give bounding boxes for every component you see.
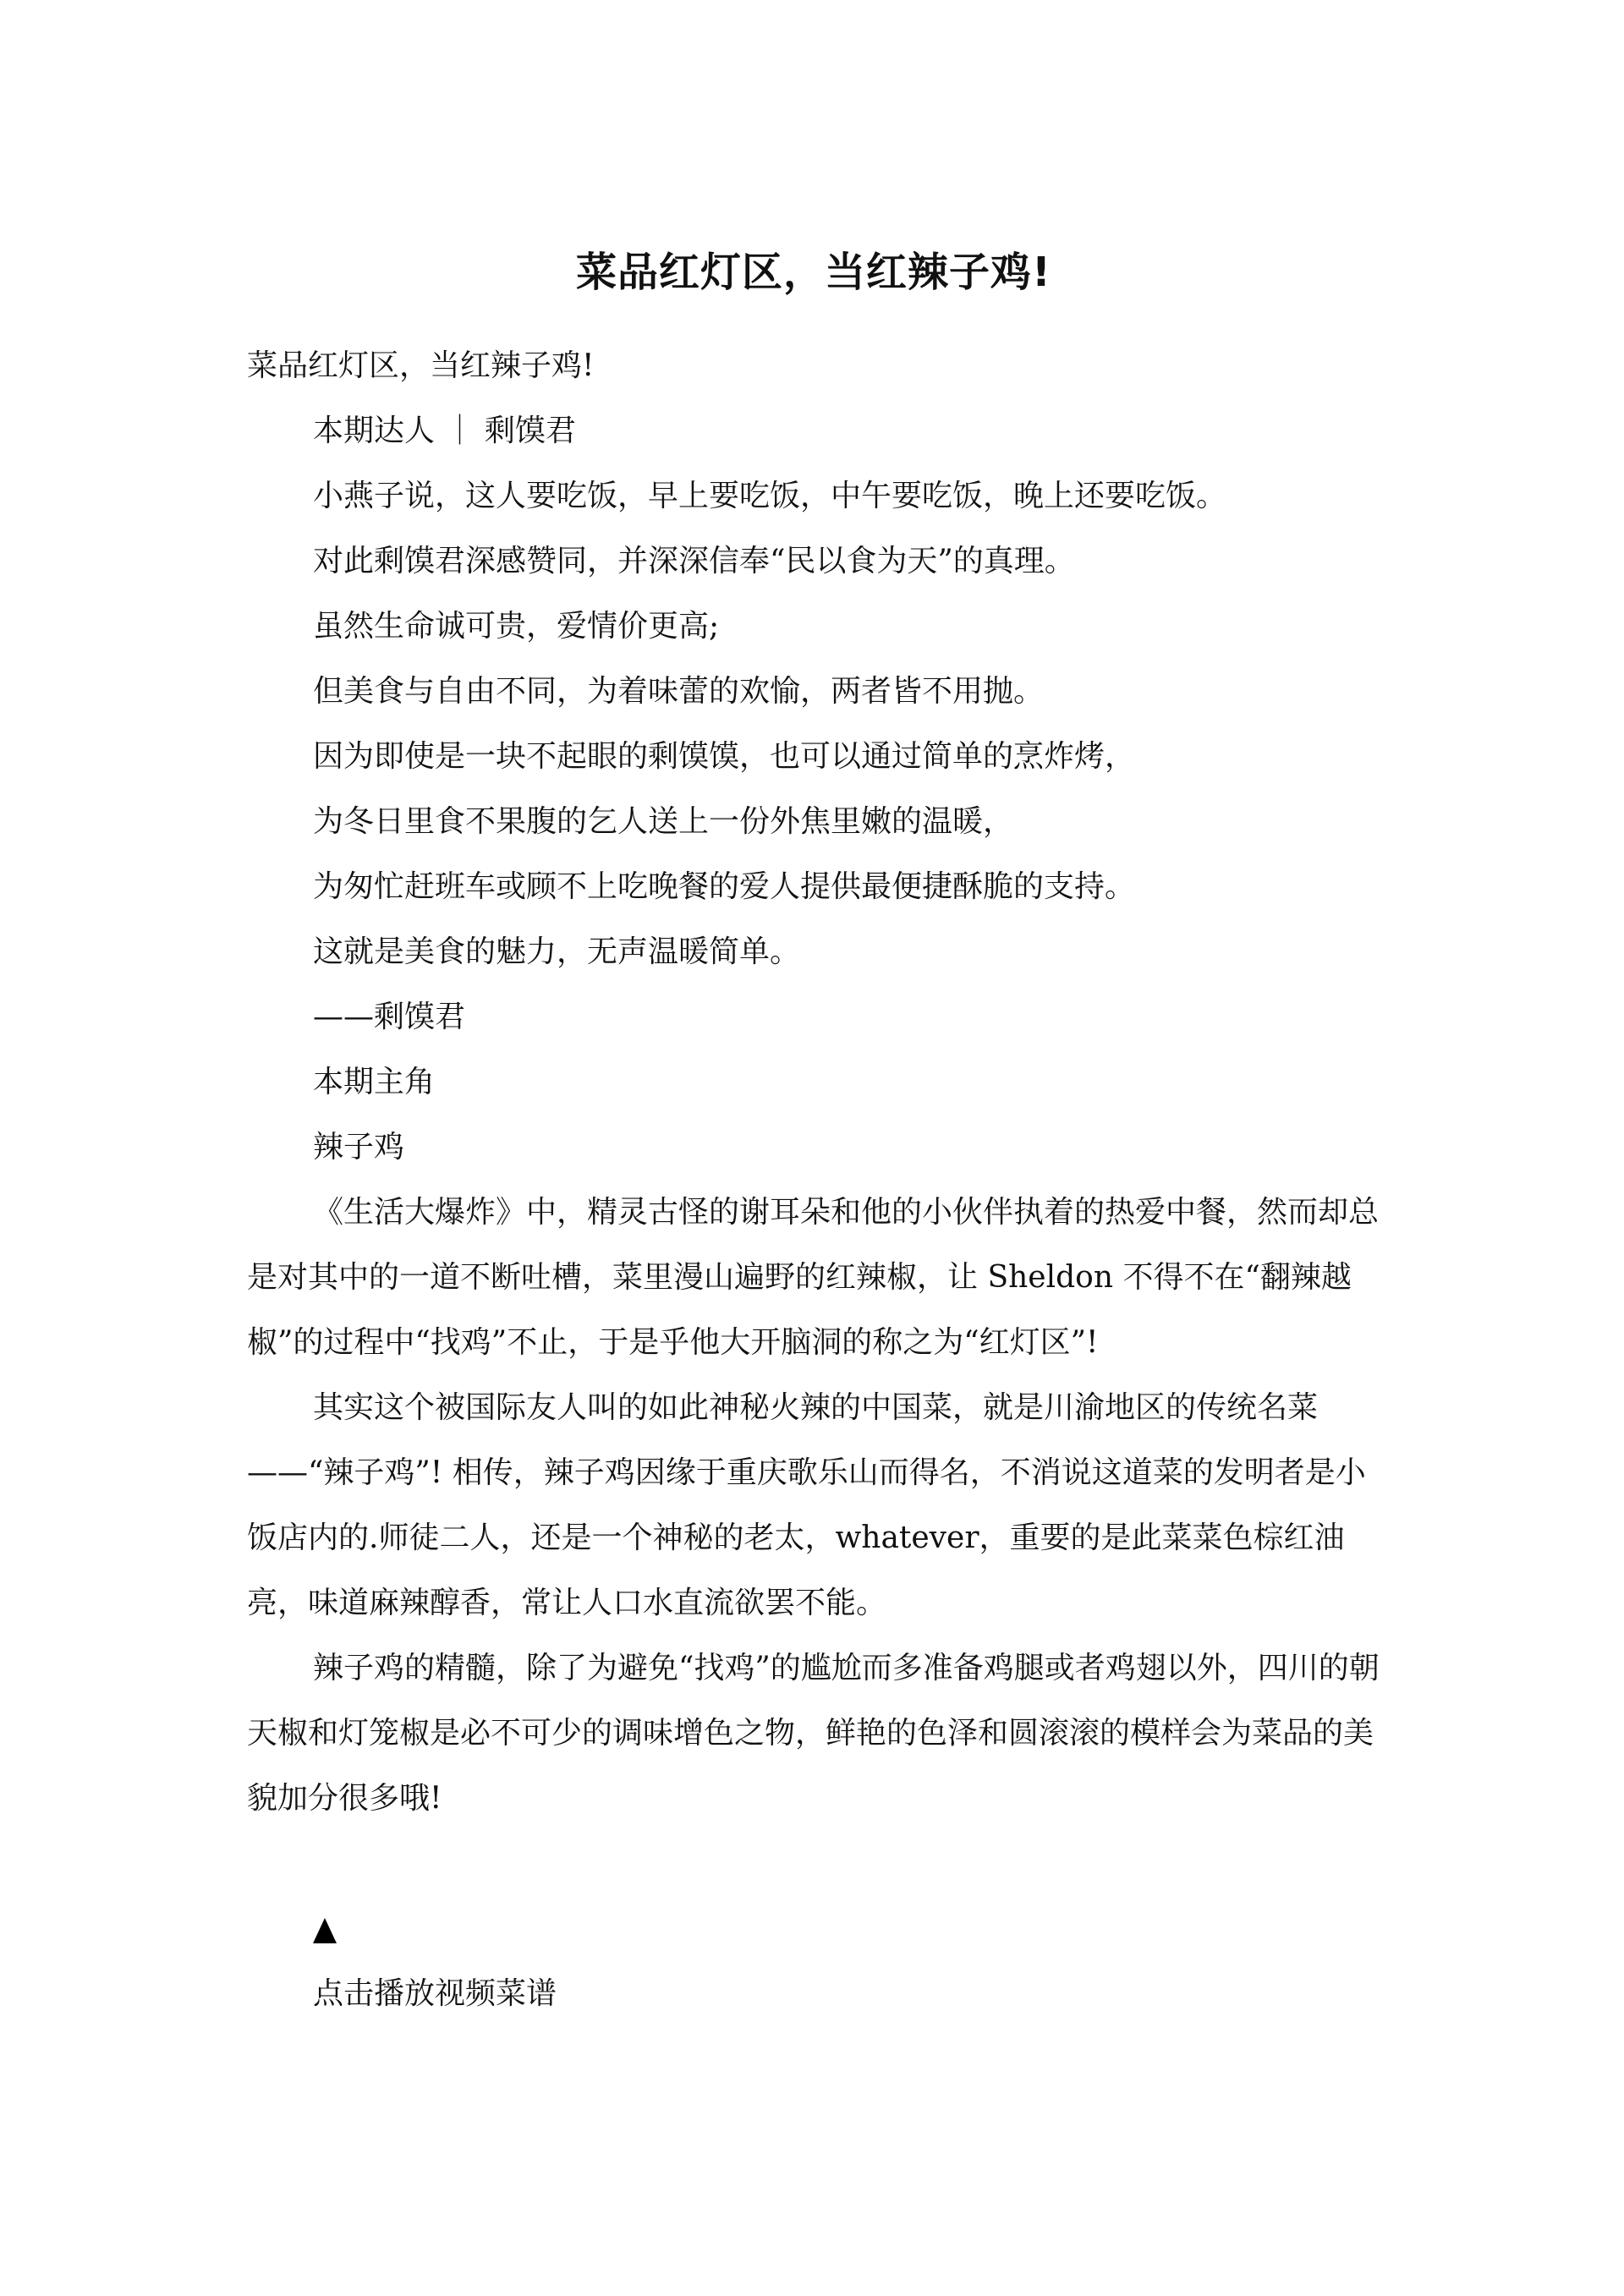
section-label: 本期主角 (313, 1065, 436, 1099)
intro-line: 为匆忙赶班车或顾不上吃晚餐的爱人提供最便捷酥脆的支持。 (313, 869, 1136, 904)
video-play-link[interactable] (247, 1896, 1391, 1961)
video-caption[interactable]: 点击播放视频菜谱 (313, 1976, 557, 2011)
intro-line: 小燕子说，这人要吃饭，早上要吃饭，中午要吃饭，晚上还要吃饭。 (313, 479, 1227, 513)
subtitle-line: 菜品红灯区，当红辣子鸡! (247, 348, 595, 383)
signature-line: ——剩馍君 (313, 1000, 466, 1034)
author-line: 本期达人 ｜ 剩馍君 (313, 414, 576, 448)
paragraph: 《生活大爆炸》中，精灵古怪的谢耳朵和他的小伙伴执着的热爱中餐，然而却总是对其中的一道不断吐槽，菜里漫山遍野的红辣椒，让 Sheldon 不得不在“翻辣越椒”的过程中“找鸡”不止，于是乎他大开脑洞的称之为“红灯区”! (247, 1195, 1380, 1360)
intro-line: 但美食与自由不同，为着味蕾的欢愉，两者皆不用抛。 (313, 674, 1045, 709)
paragraph: 辣子鸡的精髓，除了为避免“找鸡”的尴尬而多准备鸡腿或者鸡翅以外，四川的朝天椒和灯笼椒是必不可少的调味增色之物，鲜艳的色泽和圆滚滚的模样会为菜品的美貌加分很多哦! (247, 1651, 1380, 1816)
triangle-up-icon (313, 1918, 337, 1943)
intro-line: 这就是美食的魅力，无声温暖简单。 (313, 934, 801, 969)
intro-line: 虽然生命诚可贵，爱情价更高; (313, 609, 720, 644)
spacer (247, 1831, 1391, 1896)
intro-line: 对此剩馍君深感赞同，并深深信奉“民以食为天”的真理。 (313, 544, 1075, 578)
intro-line: 因为即使是一块不起眼的剩馍馍，也可以通过简单的烹炸烤， (313, 739, 1136, 774)
document-title: 菜品红灯区，当红辣子鸡! (576, 249, 1051, 296)
dish-name: 辣子鸡 (313, 1130, 405, 1164)
document-body (247, 333, 1391, 2026)
paragraph: 其实这个被国际友人叫的如此神秘火辣的中国菜，就是川渝地区的传统名菜——“辣子鸡”! 相传，辣子鸡因缘于重庆歌乐山而得名，不消说这道菜的发明者是小饭店内的.师徒二人，还是一个神秘的老太，whatever，重要的是此菜菜色棕红油亮，味道麻辣醇香，常让人口水直流欲罢不能。 (247, 1390, 1366, 1620)
intro-line: 为冬日里食不果腹的乞人送上一份外焦里嫩的温暖， (313, 804, 1014, 839)
